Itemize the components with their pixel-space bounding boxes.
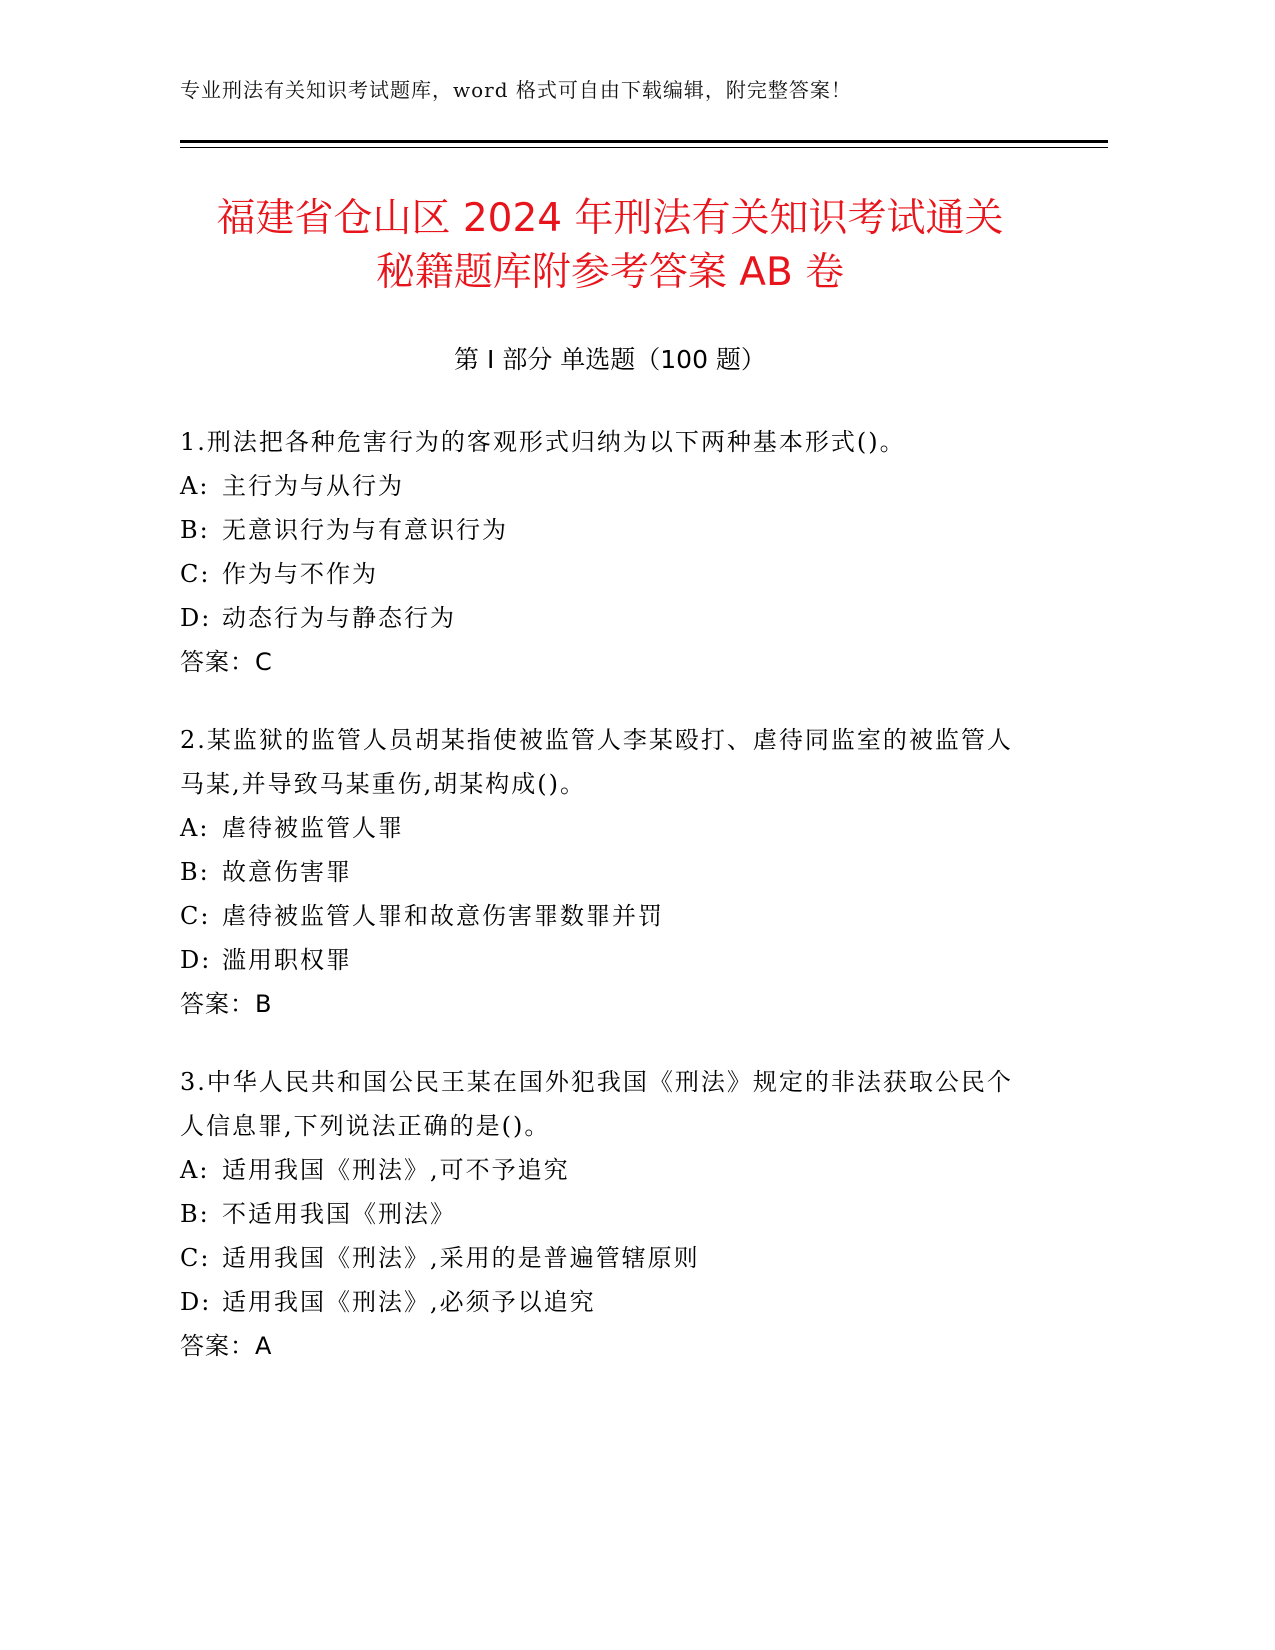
option-key: B:: [180, 858, 210, 886]
option-key: A:: [180, 472, 210, 500]
option-b: [180, 1192, 1020, 1236]
option-key: C:: [180, 902, 211, 930]
question-2: [180, 718, 1020, 1026]
document-title-line-2: 秘籍题库附参考答案 AB 卷: [375, 250, 845, 295]
option-c: [180, 1236, 1020, 1280]
option-d: [180, 938, 1020, 982]
option-d: [180, 1280, 1020, 1324]
option-key: C:: [180, 560, 211, 588]
option-key: B:: [180, 1200, 210, 1228]
option-text: 虐待被监管人罪: [222, 814, 404, 842]
document-title-line-1: 福建省仓山区 2024 年刑法有关知识考试通关: [216, 196, 1004, 241]
question-stem: 3.中华人民共和国公民王某在国外犯我国《刑法》规定的非法获取公民个人信息罪,下列说法正确的是()。: [180, 1068, 1013, 1140]
option-c: [180, 894, 1020, 938]
option-key: C:: [180, 1244, 211, 1272]
option-d: [180, 596, 1020, 640]
option-key: A:: [180, 1156, 210, 1184]
option-key: B:: [180, 516, 210, 544]
question-1: [180, 420, 1020, 684]
question-list: [180, 420, 1020, 1402]
option-b: [180, 508, 1020, 552]
option-text: 动态行为与静态行为: [222, 604, 456, 632]
option-a: [180, 464, 1020, 508]
option-b: [180, 850, 1020, 894]
header-rule-thin: [180, 147, 1108, 148]
header-rule-thick: [180, 140, 1108, 143]
option-text: 故意伤害罪: [222, 858, 352, 886]
answer-line: 答案：C: [180, 648, 273, 676]
option-text: 滥用职权罪: [222, 946, 352, 974]
option-a: [180, 1148, 1020, 1192]
question-stem: 1.刑法把各种危害行为的客观形式归纳为以下两种基本形式()。: [180, 428, 906, 456]
option-text: 适用我国《刑法》,可不予追究: [222, 1156, 570, 1184]
option-text: 适用我国《刑法》,采用的是普遍管辖原则: [222, 1244, 700, 1272]
section-title: 第 I 部分 单选题（100 题）: [454, 345, 766, 374]
option-text: 主行为与从行为: [222, 472, 404, 500]
option-c: [180, 552, 1020, 596]
answer-line: 答案：B: [180, 990, 273, 1018]
header-note: 专业刑法有关知识考试题库，word 格式可自由下载编辑，附完整答案！: [180, 78, 852, 102]
option-text: 虐待被监管人罪和故意伤害罪数罪并罚: [222, 902, 664, 930]
question-stem: 2.某监狱的监管人员胡某指使被监管人李某殴打、虐待同监室的被监管人马某,并导致马某重伤,胡某构成()。: [180, 726, 1013, 798]
document-title: [160, 192, 1060, 300]
question-3: [180, 1060, 1020, 1368]
option-text: 无意识行为与有意识行为: [222, 516, 508, 544]
option-key: D:: [180, 1288, 212, 1316]
option-key: D:: [180, 604, 212, 632]
option-a: [180, 806, 1020, 850]
option-text: 不适用我国《刑法》: [222, 1200, 456, 1228]
option-text: 作为与不作为: [222, 560, 378, 588]
option-key: A:: [180, 814, 210, 842]
option-key: D:: [180, 946, 212, 974]
option-text: 适用我国《刑法》,必须予以追究: [222, 1288, 596, 1316]
answer-line: 答案：A: [180, 1332, 273, 1360]
